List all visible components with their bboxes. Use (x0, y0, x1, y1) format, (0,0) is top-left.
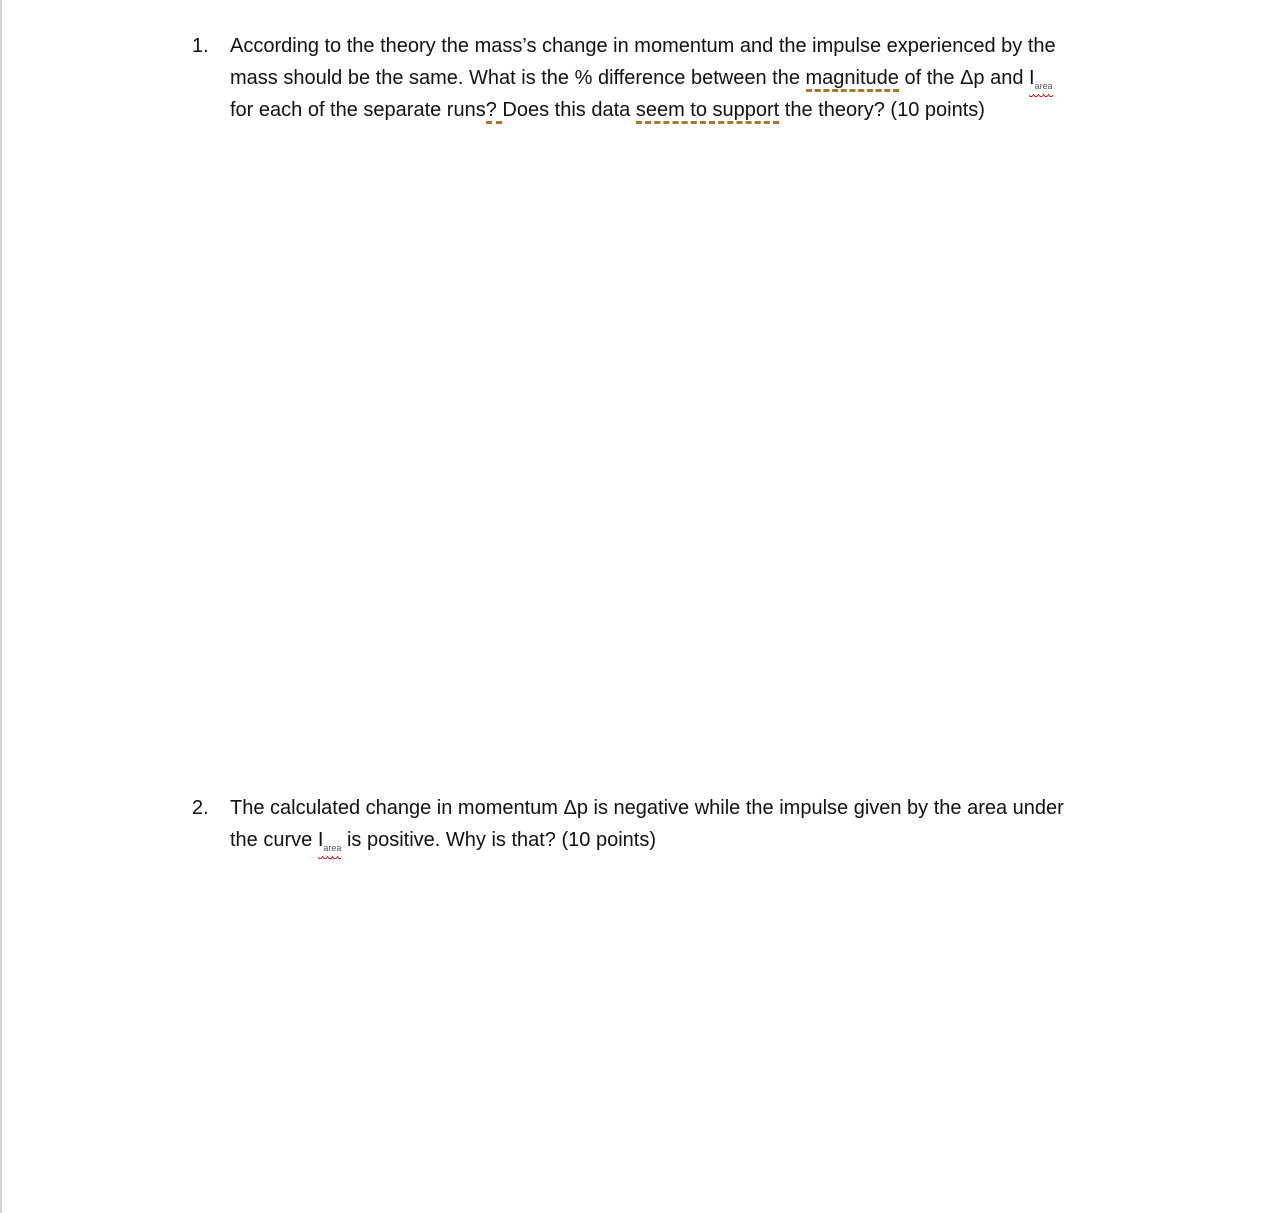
text-run: mass should be the same. What is the % difference between the (230, 67, 806, 89)
grammar-flag[interactable]: ? (486, 99, 503, 124)
question-text (230, 792, 1064, 824)
question-1 (192, 30, 1122, 126)
grammar-flag[interactable]: seem to support (636, 99, 779, 124)
text-run: of the Δp and (898, 67, 1030, 89)
impulse-symbol: I (317, 829, 324, 851)
impulse-subscript: area (1034, 81, 1053, 91)
question-line (192, 62, 1122, 94)
text-run: The calculated change in momentum Δp is negative while the impulse given by the area under (230, 797, 1064, 819)
question-line (192, 792, 1122, 824)
question-number: 2. (192, 797, 209, 819)
question-text (230, 824, 656, 864)
spelling-flag[interactable] (318, 824, 342, 864)
text-run: Does this data (502, 99, 636, 121)
page-left-edge (0, 0, 2, 1213)
impulse-symbol: I (1029, 67, 1035, 89)
text-run: According to the theory the mass’s change in momentum and the impulse experienced by the (230, 35, 1056, 57)
question-line (192, 30, 1122, 62)
question-text (230, 94, 985, 126)
text-run: the theory? (10 points) (779, 99, 985, 121)
grammar-flag[interactable]: magnitude (806, 67, 899, 92)
impulse-subscript: area (323, 843, 342, 853)
question-2 (192, 792, 1122, 856)
question-line (192, 824, 1122, 856)
text-run: for each of the separate runs (230, 99, 486, 121)
question-number: 1. (192, 35, 209, 57)
question-text (230, 30, 1056, 62)
text-run: is positive. Why is that? (10 points) (341, 829, 656, 851)
text-run: the curve (230, 829, 318, 851)
question-line (192, 94, 1122, 126)
